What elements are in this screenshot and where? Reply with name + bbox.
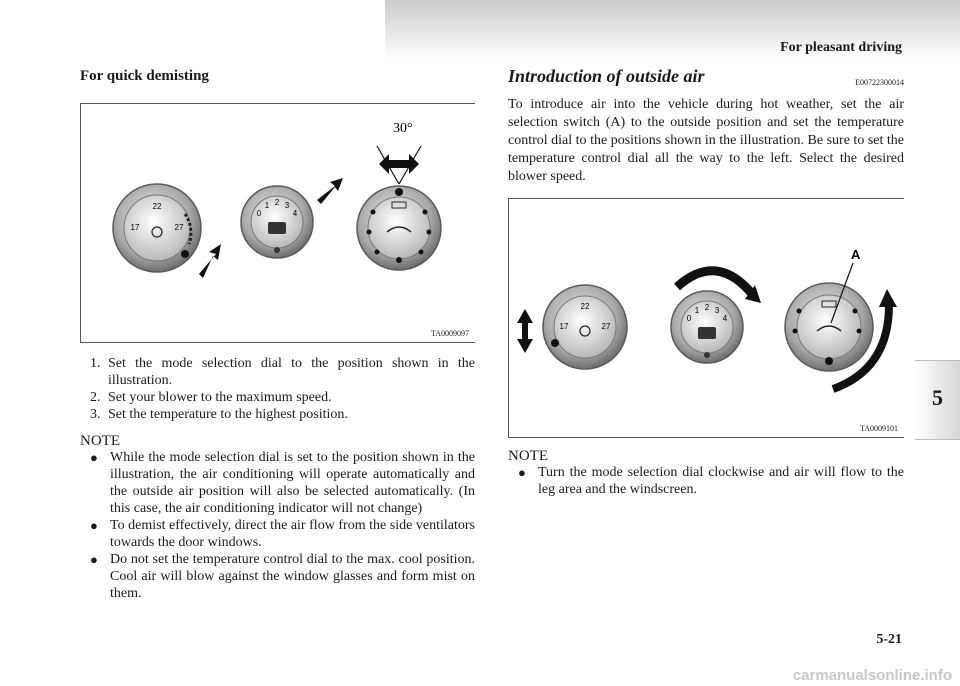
- figure-outside-air: [508, 198, 904, 438]
- tick-label: 0: [686, 314, 692, 323]
- note-item: ● While the mode selection dial is set to the position shown in the illustration, the air conditioning will operate automatically and the outside air position will also be selected automatically. (In this case, the air conditioning indicator will not change): [90, 450, 475, 516]
- tick-label: 1: [694, 306, 700, 315]
- dials-illustration-left: [81, 104, 476, 344]
- double-arrow-icon: [379, 154, 419, 174]
- tick-label: 1: [264, 201, 270, 210]
- label-a: A: [851, 247, 861, 262]
- note-item: ● Turn the mode selection dial clockwise and air will flow to the leg area and the windscreen.: [518, 465, 904, 497]
- bullet-icon: ●: [90, 450, 98, 465]
- rear-defrost-icon: [698, 327, 716, 339]
- tick-label: 4: [722, 314, 728, 323]
- tick-label: 22: [580, 302, 590, 311]
- right-column: [508, 66, 904, 498]
- step-item: 1. Set the mode selection dial to the position shown in the illustration.: [90, 356, 475, 388]
- tick-label: 4: [292, 209, 298, 218]
- blower-dial: [241, 186, 313, 258]
- note-item: ● To demist effectively, direct the air flow from the side ventilators towards the door windows.: [90, 518, 475, 550]
- tick-label: 17: [559, 322, 569, 331]
- section-title-quick-demisting: For quick demisting: [80, 68, 209, 84]
- tick-label: 27: [601, 322, 611, 331]
- angle-label: 30°: [393, 121, 413, 136]
- bullet-icon: ●: [90, 518, 98, 533]
- arrow-icon: [199, 244, 221, 278]
- step-item: 2. Set your blower to the maximum speed.: [90, 390, 332, 405]
- blower-dial: [671, 291, 743, 363]
- bullet-icon: ●: [518, 465, 526, 480]
- mode-dial: [785, 283, 873, 371]
- notes-list: [80, 449, 475, 602]
- bullet-icon: ●: [90, 552, 98, 567]
- figure-code: TA0009101: [859, 424, 898, 433]
- tick-label: 2: [274, 198, 280, 207]
- running-head: For pleasant driving: [780, 40, 902, 55]
- watermark: carmanualsonline.info: [792, 667, 952, 684]
- double-arrow-icon: [517, 309, 533, 353]
- arrow-head-icon: [879, 289, 897, 307]
- note-heading: NOTE: [80, 433, 120, 449]
- note-item: ● Do not set the temperature control dial to the max. cool position. Cool air will blow against the window glasses and form mist on them.: [90, 552, 475, 601]
- fan-icon: [704, 352, 710, 358]
- section-code: E00722300014: [855, 78, 904, 87]
- tick-label: 3: [714, 306, 720, 315]
- temperature-dial: [113, 184, 201, 272]
- figure-quick-demisting: [80, 103, 475, 343]
- tick-label: 27: [174, 223, 184, 232]
- page-number: 5-21: [876, 632, 902, 647]
- mode-dial: [357, 186, 441, 270]
- left-column: [80, 66, 475, 602]
- temperature-dial: [543, 285, 627, 369]
- chapter-tab: [915, 360, 960, 440]
- figure-code: TA0009097: [430, 329, 469, 338]
- dials-illustration-right: [509, 199, 905, 439]
- section-title-outside-air: Introduction of outside air: [508, 66, 705, 86]
- rear-defrost-icon: [268, 222, 286, 234]
- tick-label: 3: [284, 201, 290, 210]
- notes-list: [508, 464, 904, 498]
- tick-label: 22: [152, 202, 162, 211]
- fan-icon: [274, 247, 280, 253]
- section-title-row: [508, 66, 904, 92]
- tick-label: 2: [704, 303, 710, 312]
- note-heading: NOTE: [508, 448, 548, 464]
- chapter-number: 5: [932, 385, 943, 410]
- tick-label: 17: [130, 223, 140, 232]
- step-item: 3. Set the temperature to the highest position.: [90, 407, 348, 422]
- intro-paragraph: To introduce air into the vehicle during hot weather, set the air selection switch (A) to the outside position and set the temperature control dial to the positions shown in the illustration. Be sure to set the temperature control dial all the way to the left. Select the desired blower speed.: [508, 97, 904, 184]
- tick-label: 0: [256, 209, 262, 218]
- arrow-icon: [317, 178, 343, 204]
- steps-list: [80, 355, 475, 423]
